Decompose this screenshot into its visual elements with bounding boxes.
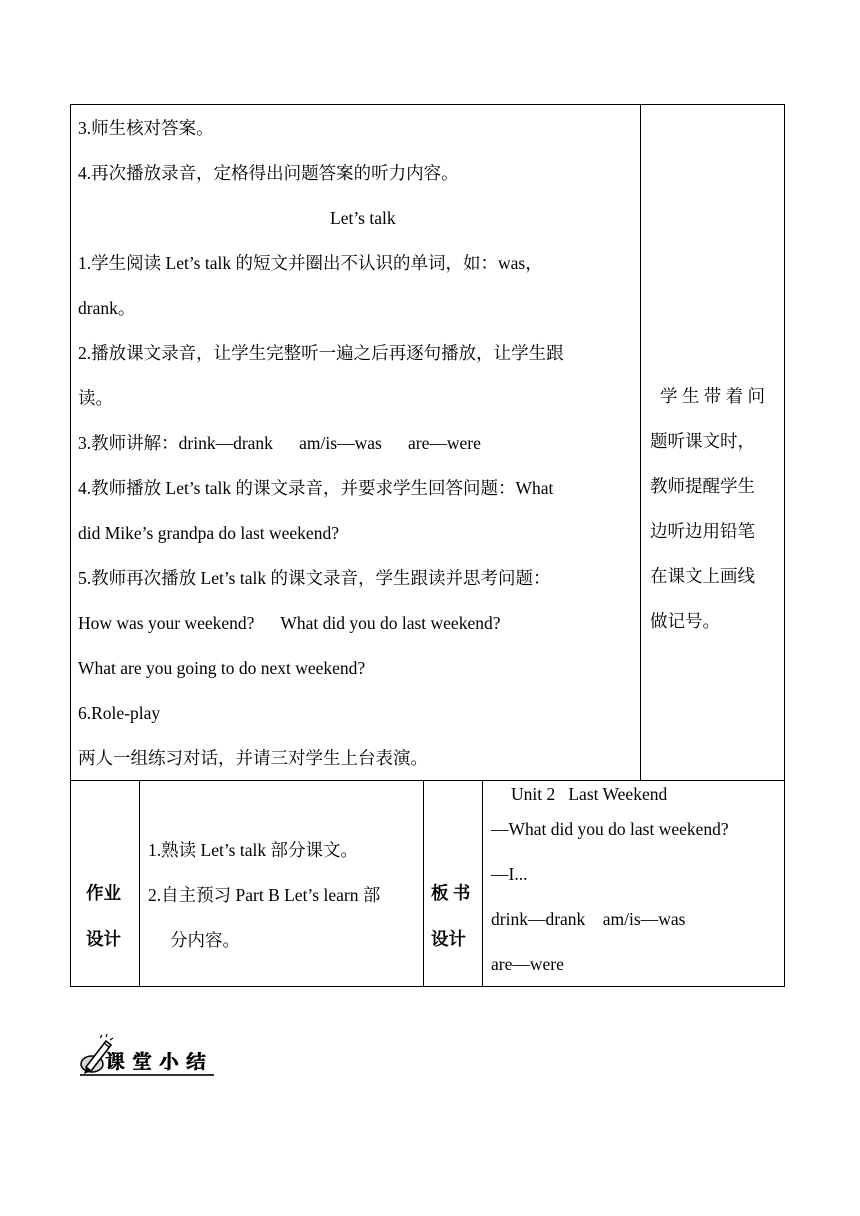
board-line: are—were bbox=[491, 954, 564, 974]
board-line: —What did you do last weekend? bbox=[491, 819, 729, 839]
side-note-line: 题听课文时， bbox=[650, 431, 755, 451]
step-line: 两人一组练习对话，并请三对学生上台表演。 bbox=[78, 748, 428, 768]
side-note-line: 教师提醒学生 bbox=[650, 476, 755, 496]
section-subtitle: Let’s talk bbox=[330, 208, 396, 228]
table-left-border bbox=[70, 104, 71, 987]
board-label: 板 书 bbox=[431, 883, 471, 903]
board-line: drink—drank am/is—was bbox=[491, 909, 686, 929]
step-line: drank。 bbox=[78, 298, 136, 318]
homework-label: 作业 bbox=[86, 883, 121, 903]
step-line: 5.教师再次播放 Let’s talk 的课文录音，学生跟读并思考问题： bbox=[78, 568, 551, 588]
side-note-line: 边听边用铅笔 bbox=[650, 521, 755, 541]
homework-item: 2.自主预习 Part B Let’s learn 部 bbox=[148, 885, 381, 905]
class-summary-heading bbox=[80, 1034, 214, 1080]
homework-item: 分内容。 bbox=[170, 930, 240, 950]
step-line: 4.教师播放 Let’s talk 的课文录音，并要求学生回答问题：What bbox=[78, 478, 554, 498]
table-mid-border bbox=[70, 780, 785, 781]
step-line: 4.再次播放录音，定格得出问题答案的听力内容。 bbox=[78, 163, 459, 183]
step-line: 读。 bbox=[78, 388, 113, 408]
step-line: What are you going to do next weekend? bbox=[78, 658, 366, 678]
step-line: How was your weekend? What did you do last weekend? bbox=[78, 613, 501, 633]
step-line: 1.学生阅读 Let’s talk 的短文并圈出不认识的单词，如：was， bbox=[78, 253, 543, 273]
table-top-border bbox=[70, 104, 785, 105]
heading-underline bbox=[80, 1074, 214, 1076]
step-line: did Mike’s grandpa do last weekend? bbox=[78, 523, 339, 543]
side-note-line: 学 生 带 着 问 bbox=[660, 386, 765, 406]
board-label: 设计 bbox=[431, 929, 466, 949]
top-row-divider bbox=[640, 104, 641, 780]
step-line: 6.Role-play bbox=[78, 703, 161, 723]
bottom-row-divider-1 bbox=[139, 780, 140, 986]
homework-item: 1.熟读 Let’s talk 部分课文。 bbox=[148, 840, 358, 860]
side-note-line: 在课文上画线 bbox=[650, 566, 755, 586]
step-line: 3.师生核对答案。 bbox=[78, 118, 214, 138]
step-line: 3.教师讲解：drink—drank am/is—was are—were bbox=[78, 433, 481, 453]
side-note-line: 做记号。 bbox=[650, 611, 720, 631]
bottom-row-divider-2 bbox=[423, 780, 424, 986]
homework-label: 设计 bbox=[86, 929, 121, 949]
step-line: 2.播放课文录音，让学生完整听一遍之后再逐句播放，让学生跟 bbox=[78, 343, 564, 363]
table-bottom-border bbox=[70, 986, 785, 987]
board-line: —I... bbox=[491, 864, 528, 884]
section-heading-text: 课堂小结 bbox=[106, 1051, 215, 1073]
bottom-row-divider-3 bbox=[482, 780, 483, 986]
table-right-border bbox=[784, 104, 785, 987]
board-line: Unit 2 Last Weekend bbox=[511, 784, 668, 804]
